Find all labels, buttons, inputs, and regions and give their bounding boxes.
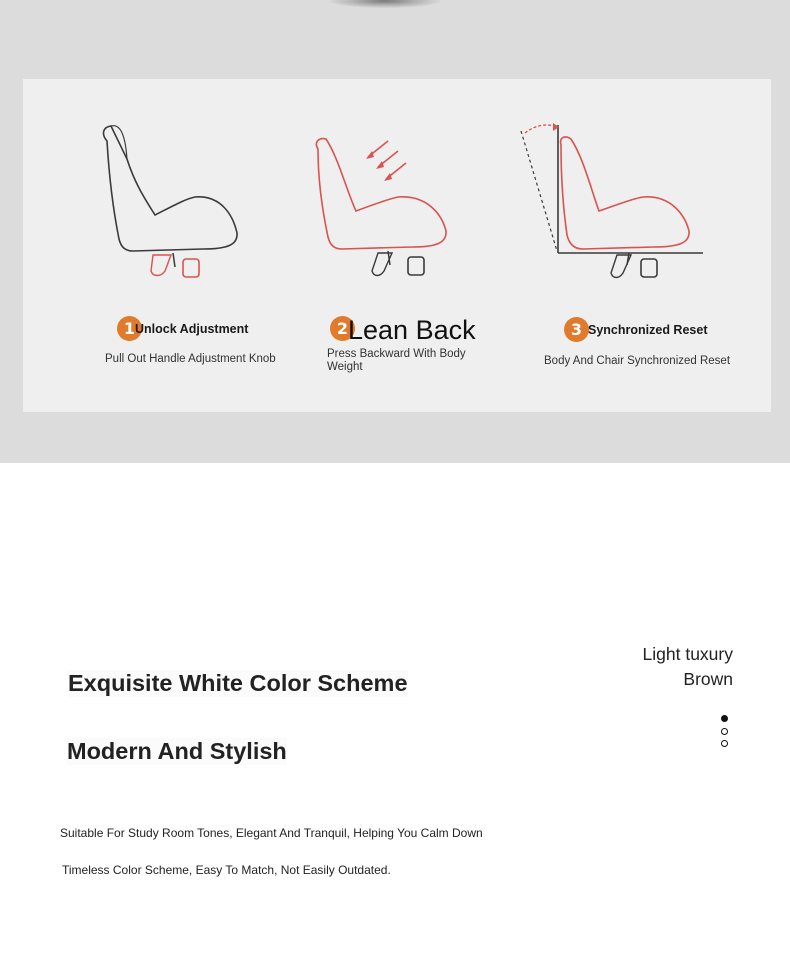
headline-color-scheme: Exquisite White Color Scheme bbox=[68, 670, 408, 696]
step-description: Body And Chair Synchronized Reset bbox=[544, 355, 731, 367]
step-2 bbox=[296, 79, 526, 412]
step-description: Pull Out Handle Adjustment Knob bbox=[105, 353, 276, 365]
headline-modern: Modern And Stylish bbox=[67, 738, 287, 764]
color-option-line-2: Brown bbox=[683, 669, 733, 689]
description-line-2: Timeless Color Scheme, Easy To Match, Not Easily Outdated. bbox=[62, 863, 391, 877]
step-description: Press Backward With Body Weight bbox=[327, 348, 466, 373]
description-line-1: Suitable For Study Room Tones, Elegant And Tranquil, Helping You Calm Down bbox=[60, 826, 483, 840]
step-title: Synchronized Reset bbox=[588, 323, 708, 337]
product-shadow bbox=[330, 0, 440, 8]
step-badge: 1 bbox=[117, 316, 142, 341]
feature-band bbox=[0, 0, 790, 463]
slider-dot-3[interactable] bbox=[721, 740, 728, 747]
step-badge: 2 bbox=[330, 316, 355, 341]
slider-dot-1[interactable] bbox=[721, 715, 728, 722]
step-badge: 3 bbox=[564, 317, 589, 342]
color-option-label[interactable] bbox=[643, 642, 733, 692]
step-title: Unlock Adjustment bbox=[135, 322, 249, 336]
color-option-line-1: Light tuxury bbox=[642, 644, 733, 664]
step-3 bbox=[513, 79, 771, 412]
step-1 bbox=[83, 79, 313, 412]
recline-steps-panel bbox=[23, 79, 771, 412]
slider-dot-2[interactable] bbox=[721, 728, 728, 735]
step-title: Lean Back bbox=[348, 315, 476, 345]
